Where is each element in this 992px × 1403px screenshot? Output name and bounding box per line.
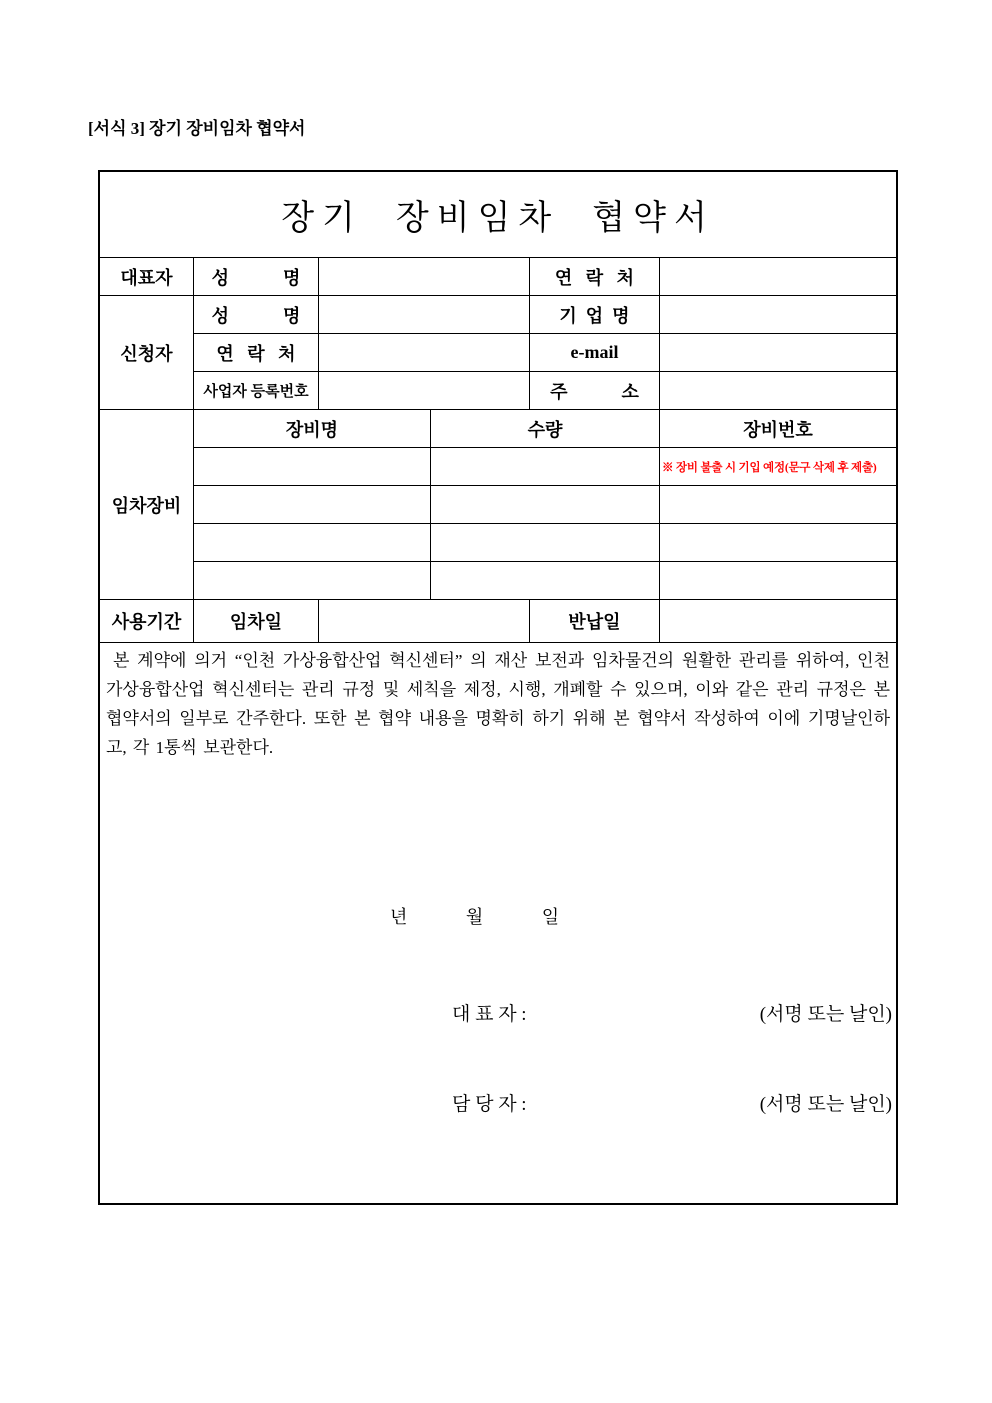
equipment-name-input[interactable] — [194, 486, 431, 524]
manager-signature-note: (서명 또는 날인) — [759, 1094, 892, 1115]
page-title: [서식 3] 장기 장비임차 협약서 — [88, 119, 306, 138]
applicant-section-label: 신청자 — [100, 296, 194, 410]
applicant-name-label: 성 명 — [194, 296, 319, 334]
representative-section-label: 대표자 — [100, 258, 194, 296]
return-date-input[interactable] — [660, 600, 896, 643]
equipment-qty-input[interactable] — [431, 524, 660, 562]
email-input[interactable] — [660, 334, 896, 372]
equipment-name-input[interactable] — [194, 524, 431, 562]
business-number-input[interactable] — [319, 372, 530, 410]
equipment-number-input[interactable] — [660, 524, 896, 562]
representative-signature-row — [100, 999, 896, 1027]
rep-name-label: 성 명 — [194, 258, 319, 296]
company-name-input[interactable] — [660, 296, 896, 334]
equipment-name-input[interactable] — [194, 448, 431, 486]
manager-signature-label: 담 당 자 : — [452, 1094, 527, 1115]
agreement-text: 본 계약에 의거 “인천 가상융합산업 혁신센터” 의 재산 보전과 임차물건의 원활한 관리를 위하여, 인천 가상융합산업 혁신센터는 관리 규정 및 세칙을 제정, 시행, 개폐할 수 있으며, 이와 같은 관리 규정은 본 협약서의 일부로 간주한다. 또한 본 협약 내용을 명확히 하기 위해 본 협약서 작성하여 이에 기명날인하고, 각 1통씩 보관한다. — [106, 651, 890, 757]
manager-signature-row — [100, 1089, 896, 1117]
rep-contact-label: 연 락 처 — [530, 258, 660, 296]
applicant-contact-label: 연 락 처 — [194, 334, 319, 372]
lease-date-input[interactable] — [319, 600, 530, 643]
equipment-section-label: 임차장비 — [100, 410, 194, 600]
usage-period-section-label: 사용기간 — [100, 600, 194, 643]
equipment-qty-input[interactable] — [431, 486, 660, 524]
usage-period-section — [100, 600, 896, 643]
equipment-section — [100, 410, 896, 600]
applicant-name-input[interactable] — [319, 296, 530, 334]
form-title: 장기 장비임차 협약서 — [100, 172, 896, 258]
equipment-number-input[interactable] — [660, 486, 896, 524]
equipment-qty-input[interactable] — [431, 448, 660, 486]
agreement-form-table — [98, 170, 898, 1205]
representative-signature-label: 대 표 자 : — [452, 1004, 527, 1025]
email-label: e-mail — [530, 334, 660, 372]
business-number-label: 사업자 등록번호 — [194, 372, 319, 410]
equipment-name-header: 장비명 — [194, 410, 431, 448]
address-input[interactable] — [660, 372, 896, 410]
company-name-label: 기 업 명 — [530, 296, 660, 334]
representative-signature-note: (서명 또는 날인) — [759, 1004, 892, 1025]
date-line: 년 월 일 — [390, 907, 560, 927]
equipment-number-input[interactable] — [660, 562, 896, 600]
rep-name-input[interactable] — [319, 258, 530, 296]
address-label: 주 소 — [530, 372, 660, 410]
applicant-info-section — [100, 258, 896, 410]
equipment-number-note: ※ 장비 불출 시 기입 예정(문구 삭제 후 제출) — [660, 448, 896, 486]
return-date-label: 반납일 — [530, 600, 660, 643]
applicant-contact-input[interactable] — [319, 334, 530, 372]
equipment-qty-input[interactable] — [431, 562, 660, 600]
lease-date-label: 임차일 — [194, 600, 319, 643]
equipment-number-header: 장비번호 — [660, 410, 896, 448]
rep-contact-input[interactable] — [660, 258, 896, 296]
equipment-name-input[interactable] — [194, 562, 431, 600]
agreement-and-signature-section — [100, 643, 896, 1204]
equipment-qty-header: 수량 — [431, 410, 660, 448]
